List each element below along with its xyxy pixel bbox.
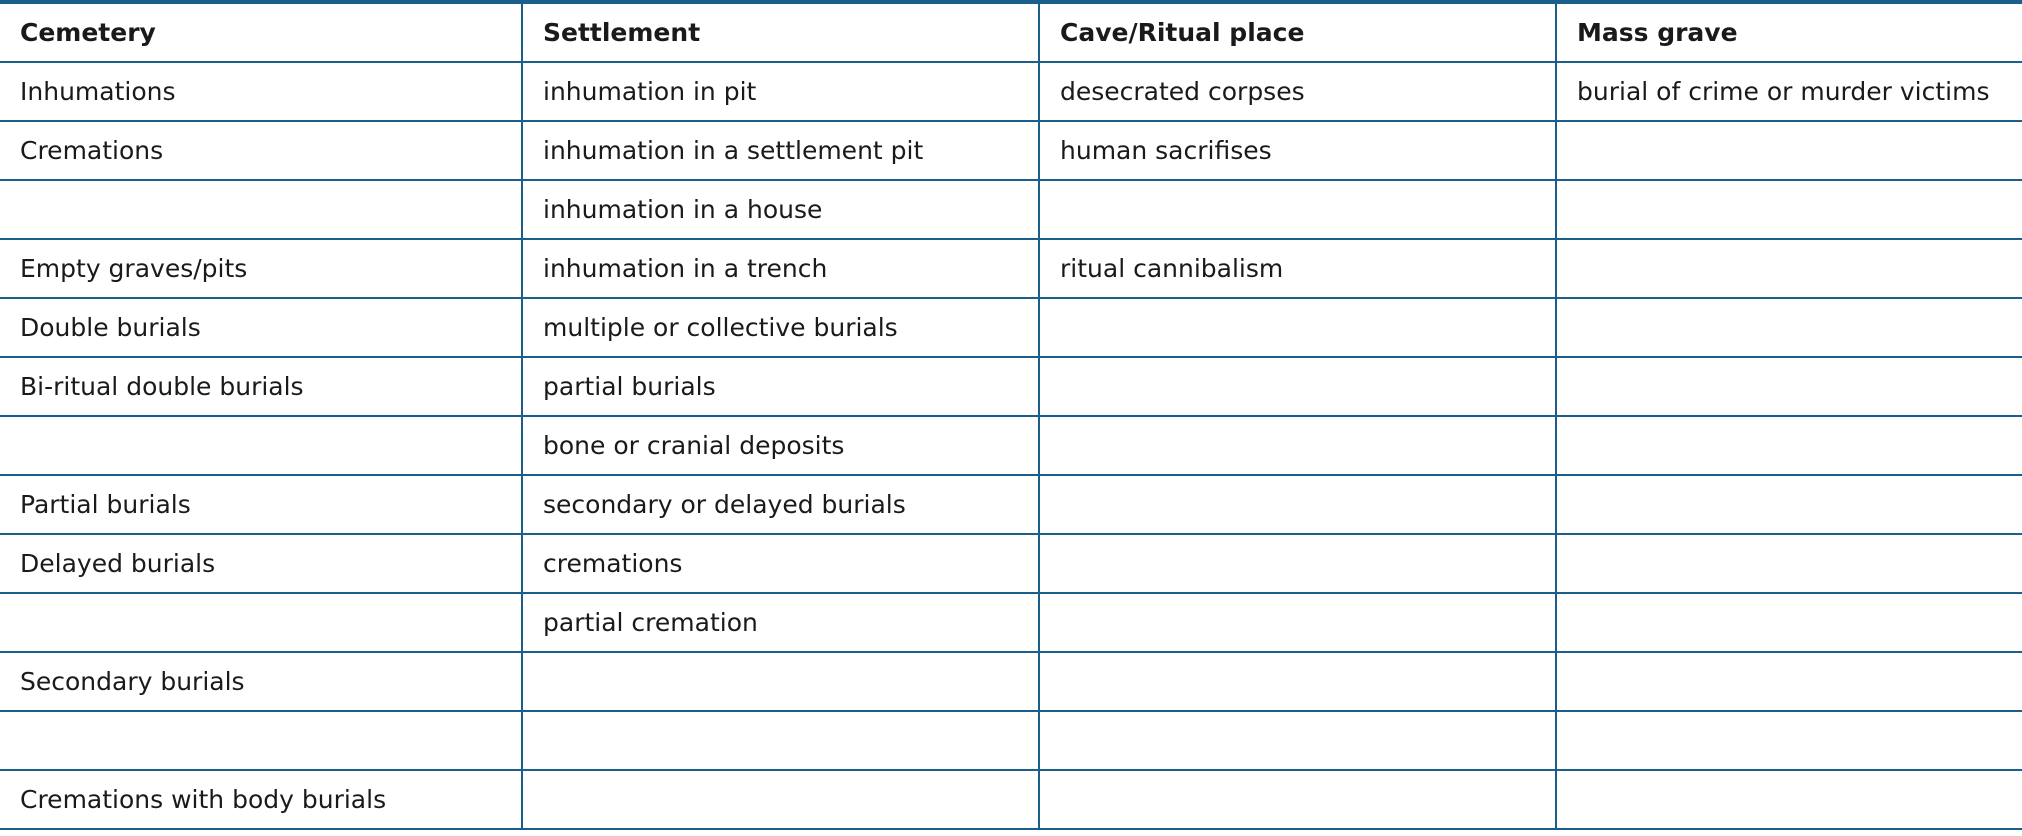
cell-settlement: multiple or collective burials	[522, 298, 1039, 357]
cell-cemetery	[0, 711, 522, 770]
cell-cave-ritual-place	[1039, 711, 1556, 770]
cell-cave-ritual-place	[1039, 298, 1556, 357]
cell-mass-grave: burial of crime or murder victims	[1556, 62, 2022, 121]
cell-settlement: inhumation in a house	[522, 180, 1039, 239]
cell-settlement: partial cremation	[522, 593, 1039, 652]
cell-settlement: partial burials	[522, 357, 1039, 416]
cell-cave-ritual-place	[1039, 593, 1556, 652]
cell-mass-grave	[1556, 475, 2022, 534]
cell-cave-ritual-place: desecrated corpses	[1039, 62, 1556, 121]
cell-cave-ritual-place: human sacrifises	[1039, 121, 1556, 180]
cell-mass-grave	[1556, 770, 2022, 829]
cell-mass-grave	[1556, 534, 2022, 593]
cell-cave-ritual-place	[1039, 357, 1556, 416]
cell-cemetery: Bi-ritual double burials	[0, 357, 522, 416]
table-row	[0, 121, 2022, 180]
table-row	[0, 180, 2022, 239]
cell-cave-ritual-place: ritual cannibalism	[1039, 239, 1556, 298]
cell-cemetery: Partial burials	[0, 475, 522, 534]
table-row	[0, 62, 2022, 121]
cell-cemetery: Inhumations	[0, 62, 522, 121]
cell-settlement: cremations	[522, 534, 1039, 593]
table-row	[0, 652, 2022, 711]
cell-settlement	[522, 652, 1039, 711]
cell-mass-grave	[1556, 416, 2022, 475]
table-row	[0, 357, 2022, 416]
header-settlement: Settlement	[522, 2, 1039, 62]
cell-cave-ritual-place	[1039, 652, 1556, 711]
cell-mass-grave	[1556, 180, 2022, 239]
table-row	[0, 416, 2022, 475]
table-header-row	[0, 2, 2022, 62]
table-row	[0, 770, 2022, 829]
table-row	[0, 534, 2022, 593]
cell-settlement: inhumation in a settlement pit	[522, 121, 1039, 180]
cell-settlement: bone or cranial deposits	[522, 416, 1039, 475]
cell-cave-ritual-place	[1039, 180, 1556, 239]
cell-settlement: secondary or delayed burials	[522, 475, 1039, 534]
cell-cave-ritual-place	[1039, 475, 1556, 534]
cell-mass-grave	[1556, 298, 2022, 357]
table-row	[0, 711, 2022, 770]
cell-mass-grave	[1556, 711, 2022, 770]
header-cave-ritual-place: Cave/Ritual place	[1039, 2, 1556, 62]
cell-cemetery: Delayed burials	[0, 534, 522, 593]
cell-settlement: inhumation in pit	[522, 62, 1039, 121]
cell-cave-ritual-place	[1039, 770, 1556, 829]
table-row	[0, 593, 2022, 652]
cell-mass-grave	[1556, 121, 2022, 180]
cell-mass-grave	[1556, 239, 2022, 298]
table-row	[0, 475, 2022, 534]
cell-cemetery: Cremations with body burials	[0, 770, 522, 829]
cell-mass-grave	[1556, 593, 2022, 652]
cell-mass-grave	[1556, 357, 2022, 416]
cell-settlement	[522, 770, 1039, 829]
cell-mass-grave	[1556, 652, 2022, 711]
header-mass-grave: Mass grave	[1556, 2, 2022, 62]
cell-cave-ritual-place	[1039, 416, 1556, 475]
cell-cemetery: Double burials	[0, 298, 522, 357]
cell-cemetery: Empty graves/pits	[0, 239, 522, 298]
cell-settlement	[522, 711, 1039, 770]
cell-cave-ritual-place	[1039, 534, 1556, 593]
cell-cemetery	[0, 416, 522, 475]
header-cemetery: Cemetery	[0, 2, 522, 62]
cell-cemetery: Secondary burials	[0, 652, 522, 711]
cell-cemetery: Cremations	[0, 121, 522, 180]
table-row	[0, 298, 2022, 357]
cell-settlement: inhumation in a trench	[522, 239, 1039, 298]
cell-cemetery	[0, 593, 522, 652]
table-row	[0, 239, 2022, 298]
cell-cemetery	[0, 180, 522, 239]
